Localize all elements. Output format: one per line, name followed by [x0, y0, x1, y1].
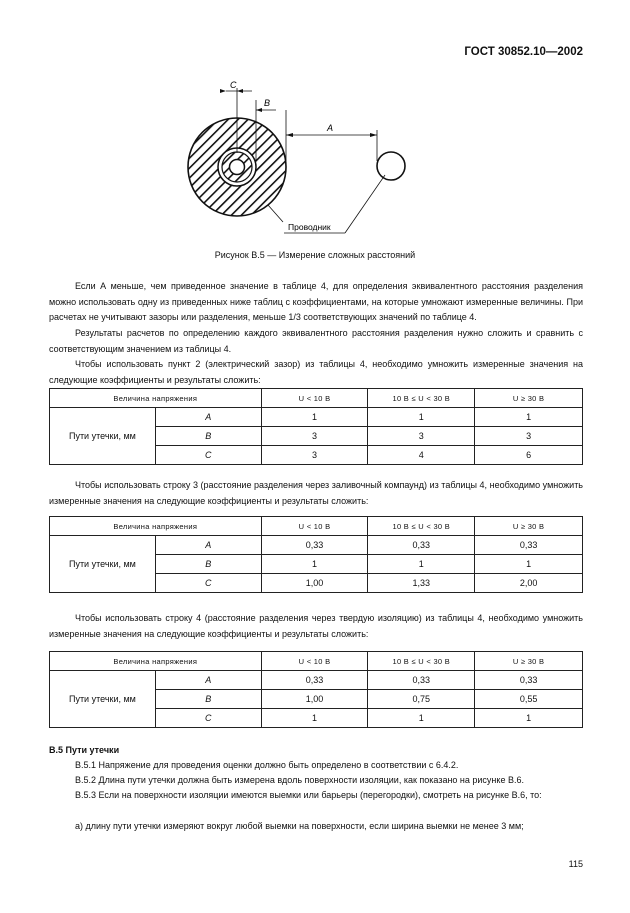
row-label: Пути утечки, мм	[50, 671, 156, 728]
figure-caption: Рисунок В.5 — Измерение сложных расстояний	[214, 250, 416, 260]
table-cell: 0,75	[368, 690, 475, 709]
coefficient-table-3	[49, 651, 583, 728]
table-header-cell: Величина напряжения	[50, 517, 262, 536]
second-conductor	[377, 152, 405, 180]
table-cell: 1	[475, 408, 583, 427]
table-cell: 0,33	[475, 536, 583, 555]
table-header-cell: 10 В ≤ U < 30 В	[368, 652, 475, 671]
table-cell: 3	[261, 446, 368, 465]
table-header-cell: U < 10 В	[261, 652, 368, 671]
row-variable: C	[155, 709, 261, 728]
section-b5-1: В.5.1 Напряжение для проведения оценки должно быть определено в соответствии с 6.4.2.	[75, 760, 459, 770]
section-b5-4: а) длину пути утечки измеряют вокруг любой выемки на поверхности, если ширина выемки не менее 3 мм;	[75, 821, 524, 831]
section-b5-3: В.5.3 Если на поверхности изоляции имеются выемки или барьеры (перегородки), смотреть на рисунке В.6, то:	[75, 790, 542, 800]
table-cell: 1	[368, 408, 475, 427]
table-cell: 0,33	[368, 536, 475, 555]
table-cell: 0,33	[261, 671, 368, 690]
table-cell: 0,55	[475, 690, 583, 709]
paragraph-5: Чтобы использовать строку 4 (расстояние разделения через твердую изоляцию) из таблицы 4, необходимо умножить измеренные значения на следующие коэффициенты и результаты сложить:	[49, 613, 583, 639]
table-header-cell: U ≥ 30 В	[475, 652, 583, 671]
table-header-cell: Величина напряжения	[50, 389, 262, 408]
row-variable: A	[155, 671, 261, 690]
table-header-cell: U ≥ 30 В	[475, 389, 583, 408]
table-cell: 3	[368, 427, 475, 446]
table-cell: 4	[368, 446, 475, 465]
table-header-cell: U ≥ 30 В	[475, 517, 583, 536]
row-variable: A	[155, 536, 261, 555]
figure-b5-diagram	[0, 0, 630, 250]
table-cell: 3	[261, 427, 368, 446]
paragraph-2: Результаты расчетов по определению каждого эквивалентного расстояния разделения нужно сложить и сравнить с соответствующим значением из таблицы 4.	[49, 328, 583, 354]
table-header-cell: 10 В ≤ U < 30 В	[368, 517, 475, 536]
table-header-cell: 10 В ≤ U < 30 В	[368, 389, 475, 408]
table-header-cell: U < 10 В	[261, 389, 368, 408]
section-b5-2: В.5.2 Длина пути утечки должна быть измерена вдоль поверхности изоляции, как показано на рисунке В.6.	[75, 775, 524, 785]
table-cell: 1,33	[368, 574, 475, 593]
table-cell: 1	[475, 709, 583, 728]
table-cell: 1	[368, 709, 475, 728]
label-b: B	[264, 98, 271, 108]
table-cell: 1	[475, 555, 583, 574]
paragraph-3: Чтобы использовать пункт 2 (электрический зазор) из таблицы 4, необходимо умножить измеренные значения на следующие коэффициенты и результаты сложить:	[49, 359, 583, 385]
table-cell: 6	[475, 446, 583, 465]
table-cell: 1	[368, 555, 475, 574]
row-label: Пути утечки, мм	[50, 408, 156, 465]
row-variable: C	[155, 574, 261, 593]
table-header-cell: U < 10 В	[261, 517, 368, 536]
row-label: Пути утечки, мм	[50, 536, 156, 593]
table-cell: 3	[475, 427, 583, 446]
label-c: C	[230, 80, 237, 90]
table-cell: 1,00	[261, 574, 368, 593]
table-cell: 0,33	[368, 671, 475, 690]
table-cell: 1	[261, 555, 368, 574]
table-cell: 1	[261, 408, 368, 427]
label-a: A	[327, 123, 334, 133]
coefficient-table-1	[49, 388, 583, 465]
paragraph-1: Если А меньше, чем приведенное значение в таблице 4, для определения эквивалентного расстояния разделения можно использовать одну из приведенных ниже таблиц с коэффициентами, на которые умножают измеренные величины. При расчетах не учитывают зазоры или разделения, меньше 1/3 соответствующих значений по таблице 4.	[49, 281, 583, 322]
conductor-core	[230, 160, 245, 175]
paragraph-4: Чтобы использовать строку 3 (расстояние разделения через заливочный компаунд) из таблицы 4, необходимо умножить измеренные значения на следующие коэффициенты и результаты сложить:	[49, 480, 583, 506]
row-variable: B	[155, 690, 261, 709]
row-variable: A	[155, 408, 261, 427]
document-header: ГОСТ 30852.10—2002	[464, 46, 583, 58]
table-header-cell: Величина напряжения	[50, 652, 262, 671]
row-variable: B	[155, 555, 261, 574]
table-cell: 1,00	[261, 690, 368, 709]
page-number: 115	[568, 859, 583, 869]
label-conductor: Проводник	[288, 222, 331, 232]
row-variable: B	[155, 427, 261, 446]
row-variable: C	[155, 446, 261, 465]
coefficient-table-2	[49, 516, 583, 593]
table-cell: 2,00	[475, 574, 583, 593]
section-b5-title: В.5 Пути утечки	[49, 745, 120, 755]
table-cell: 1	[261, 709, 368, 728]
table-cell: 0,33	[261, 536, 368, 555]
table-cell: 0,33	[475, 671, 583, 690]
